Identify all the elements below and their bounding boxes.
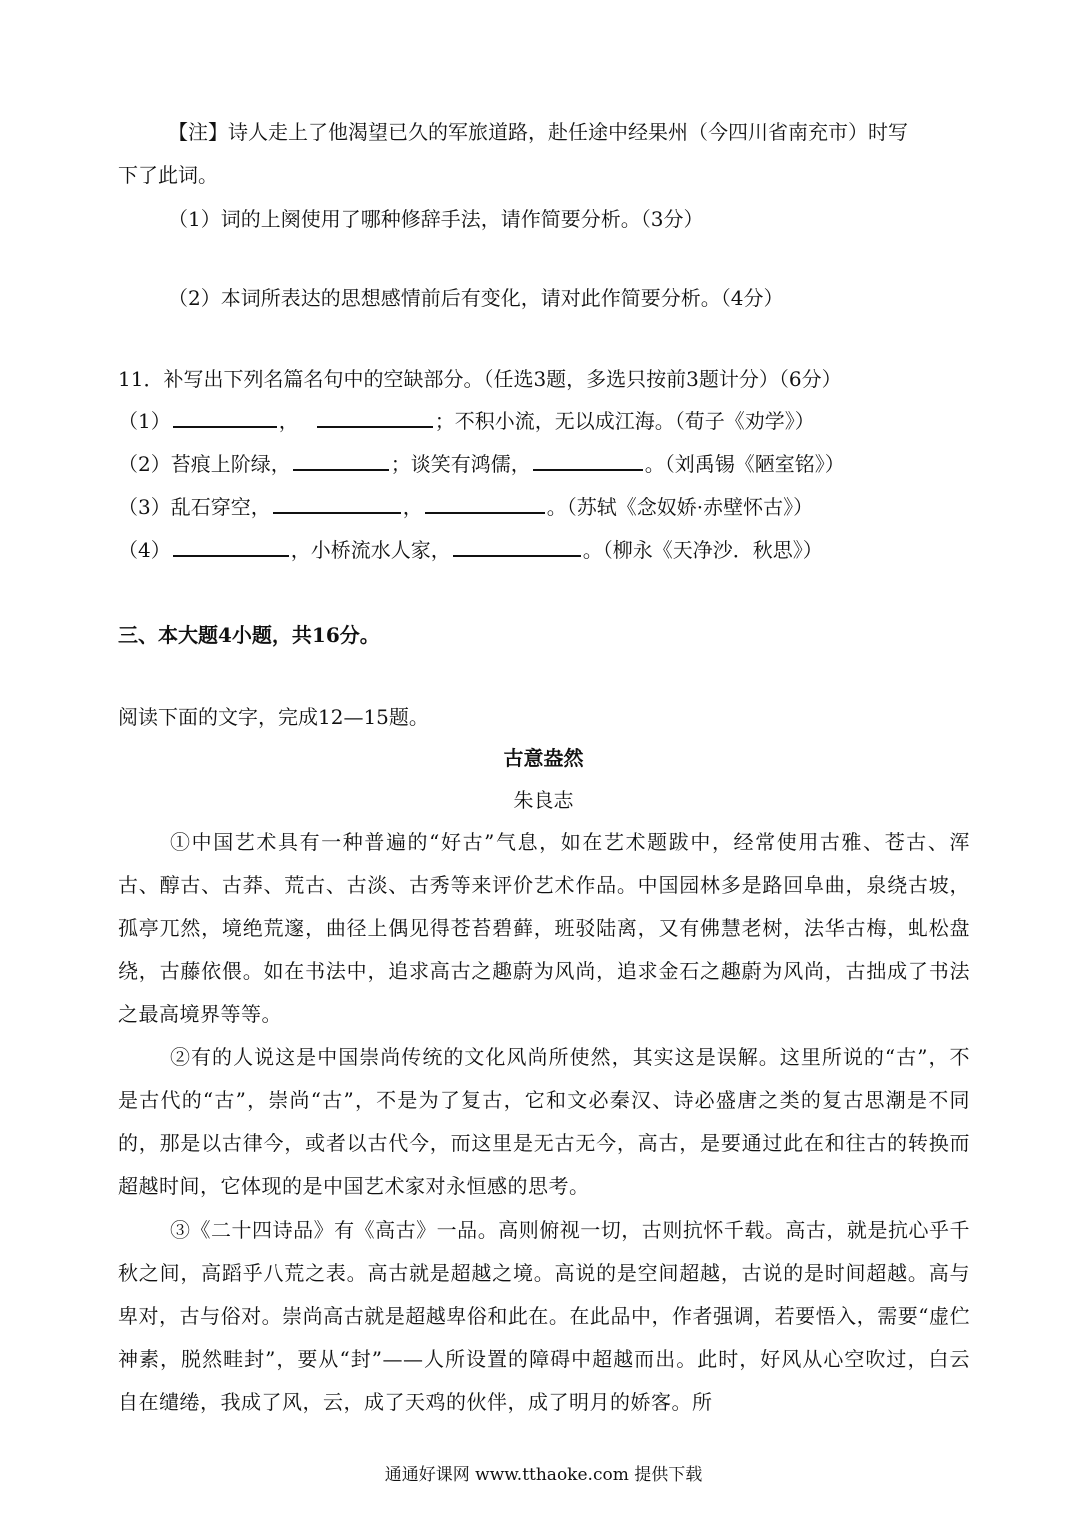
answer-blank[interactable]	[425, 494, 545, 514]
section-3-heading: 三、本大题4小题，共16分。	[118, 623, 380, 647]
item-text: 苔痕上阶绿，	[170, 452, 291, 476]
fill-blank-item-2	[118, 450, 845, 478]
question-10-part-2: （2）本词所表达的思想感情前后有变化，请对此作简要分析。（4分）	[168, 286, 784, 310]
answer-blank[interactable]	[273, 494, 401, 514]
answer-blank[interactable]	[293, 451, 389, 471]
item-text: ，	[402, 495, 423, 519]
fill-blank-item-3	[118, 493, 813, 521]
note-line-2: 下了此词。	[118, 163, 218, 187]
article-paragraph-3: ③《二十四诗品》有《高古》一品。高则俯视一切，古则抗怀千载。高古，就是抗心乎千秋之间，高蹈乎八荒之表。高古就是超越之境。高说的是空间超越，古说的是时间超越。高与卑对，古与俗对。崇尚高古就是超越卑俗和此在。在此品中，作者强调，若要悟入，需要“虚伫神素，脱然畦封”，要从“封”——人所设置的障碍中超越而出。此时，好风从心空吹过，白云自在缱绻，我成了风，云，成了天鸡的伙伴，成了明月的娇客。所	[118, 1218, 970, 1414]
question-10-part-1: （1）词的上阕使用了哪种修辞手法，请作简要分析。（3分）	[168, 207, 704, 231]
reading-instruction: 阅读下面的文字，完成12—15题。	[118, 705, 429, 729]
item-text: 。（苏轼《念奴娇·赤壁怀古》）	[546, 495, 814, 519]
answer-blank[interactable]	[173, 408, 277, 428]
article-paragraph-1: ①中国艺术具有一种普遍的“好古”气息，如在艺术题跋中，经常使用古雅、苍古、浑古、醇古、古莽、荒古、古淡、古秀等来评价艺术作品。中国园林多是路回阜曲，泉绕古坡，孤亭兀然，境绝荒邃，曲径上偶见得苍苔碧藓，班驳陆离，又有佛慧老树，法华古梅，虬松盘绕，古藤依偎。如在书法中，追求高古之趣蔚为风尚，追求金石之趣蔚为风尚，古拙成了书法之最高境界等等。	[118, 830, 970, 1026]
answer-blank[interactable]	[173, 537, 289, 557]
item-number: （2）	[118, 452, 171, 476]
item-text: ；谈笑有鸿儒，	[390, 452, 531, 476]
article-title: 古意盎然	[503, 746, 584, 770]
note-line-1: 【注】诗人走上了他渴望已久的军旅道路，赴任途中经果州（今四川省南充市）时写	[168, 120, 908, 144]
article-paragraph-2: ②有的人说这是中国崇尚传统的文化风尚所使然，其实这是误解。这里所说的“古”，不是古代的“古”，崇尚“古”，不是为了复古，它和文必秦汉、诗必盛唐之类的复古思潮是不同的，那是以古律今，或者以古代今，而这里是无古无今，高古，是要通过此在和往古的转换而超越时间，它体现的是中国艺术家对永恒感的思考。	[118, 1045, 970, 1198]
answer-blank[interactable]	[533, 451, 643, 471]
fill-blank-item-1	[118, 407, 815, 435]
item-text: ，	[278, 409, 299, 433]
item-text: 乱石穿空，	[170, 495, 271, 519]
item-number: （4）	[118, 538, 171, 562]
page-footer: 通通好课网 www.tthaoke.com 提供下载	[384, 1465, 703, 1485]
item-text: ，小桥流水人家，	[290, 538, 451, 562]
item-text: 。（刘禹锡《陋室铭》）	[644, 452, 845, 476]
question-11-title: 11．补写出下列名篇名句中的空缺部分。（任选3题，多选只按前3题计分）（6分）	[118, 367, 842, 391]
item-text: 。（柳永《天净沙．秋思》）	[582, 538, 823, 562]
answer-blank[interactable]	[453, 537, 581, 557]
answer-blank[interactable]	[317, 408, 433, 428]
item-text: ；不积小流，无以成江海。（荀子《劝学》）	[434, 409, 815, 433]
item-number: （1）	[118, 409, 171, 433]
article-author: 朱良志	[513, 788, 574, 812]
item-number: （3）	[118, 495, 171, 519]
fill-blank-item-4	[118, 536, 823, 564]
